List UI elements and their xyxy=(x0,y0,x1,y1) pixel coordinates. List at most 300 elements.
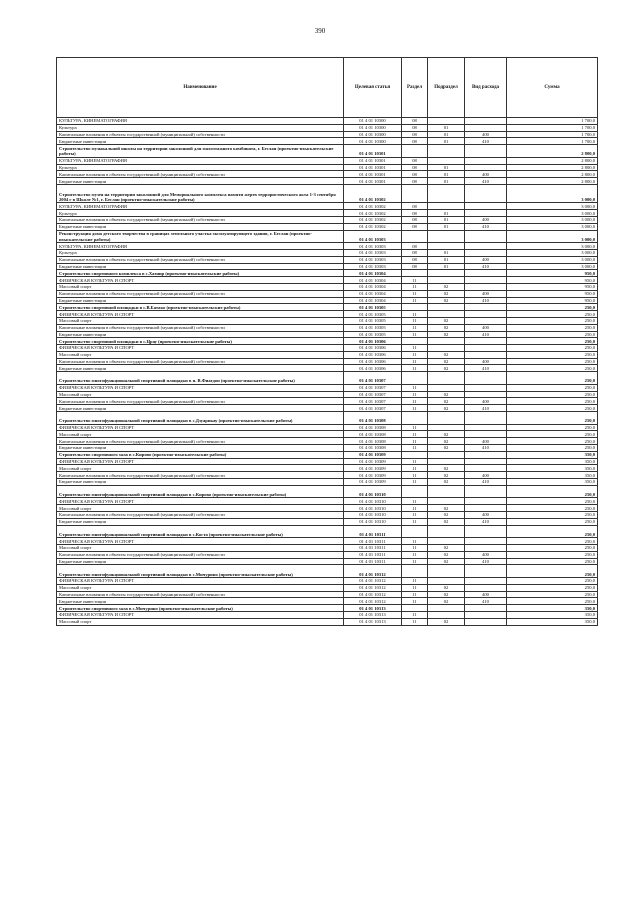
cell-expense-type: 400 xyxy=(465,324,507,331)
cell-amount: 250,0 xyxy=(507,445,598,452)
cell-section: 11 xyxy=(402,405,428,412)
cell-subsection xyxy=(428,345,465,352)
cell-amount: 950,0 xyxy=(507,277,598,284)
cell-expense-type xyxy=(465,351,507,358)
cell-expense-type xyxy=(465,485,507,498)
cell-section: 11 xyxy=(402,538,428,545)
cell-expense-type xyxy=(465,338,507,345)
cell-expense-type xyxy=(465,277,507,284)
table-row xyxy=(57,249,598,256)
cell-expense-type xyxy=(465,605,507,612)
cell-amount: 1 700,0 xyxy=(507,138,598,145)
cell-subsection xyxy=(428,451,465,458)
cell-expense-type xyxy=(465,230,507,243)
cell-section: 11 xyxy=(402,472,428,479)
cell-name: Строительство многофункциональной спортивной площадки в п. В.Фиагдон (проектно-изыскательские работы) xyxy=(57,372,344,385)
cell-subsection: 02 xyxy=(428,479,465,486)
cell-name: Массовый спорт xyxy=(57,618,344,625)
table-row xyxy=(57,324,598,331)
cell-name: КУЛЬТУРА, КИНЕМАТОГРАФИЯ xyxy=(57,243,344,250)
table-row xyxy=(57,157,598,164)
cell-expense-type: 400 xyxy=(465,398,507,405)
cell-amount: 3 000,0 xyxy=(507,223,598,230)
cell-amount: 3 000,0 xyxy=(507,184,598,202)
cell-subsection: 01 xyxy=(428,138,465,145)
cell-target-article: 01 4 01 10307 xyxy=(344,405,402,412)
cell-name: Строительство многофункциональной спортивной площадки в с.Коста (проектно-изыскательские работы) xyxy=(57,525,344,538)
cell-name: Реконструкция дома детского творчества в границах земельного участка эксплуатирующего здания, г. Беслан (проектно-изыскательские работы) xyxy=(57,230,344,243)
cell-subsection xyxy=(428,485,465,498)
cell-subsection: 02 xyxy=(428,598,465,605)
cell-section: 11 xyxy=(402,290,428,297)
cell-amount: 950,0 xyxy=(507,270,598,277)
table-row xyxy=(57,297,598,304)
table-row xyxy=(57,611,598,618)
cell-name: ФИЗИЧЕСКАЯ КУЛЬТУРА И СПОРТ xyxy=(57,277,344,284)
cell-name: ФИЗИЧЕСКАЯ КУЛЬТУРА И СПОРТ xyxy=(57,458,344,465)
cell-subsection: 02 xyxy=(428,358,465,365)
budget-table xyxy=(56,57,598,626)
cell-subsection: 02 xyxy=(428,398,465,405)
cell-name: Строительство спортивной площадки в с.Црау (проектно-изыскательские работы) xyxy=(57,338,344,345)
cell-subsection xyxy=(428,184,465,202)
cell-amount: 350,0 xyxy=(507,611,598,618)
cell-subsection: 02 xyxy=(428,551,465,558)
cell-section: 08 xyxy=(402,203,428,210)
table-row xyxy=(57,431,598,438)
cell-target-article: 01 4 01 10300 xyxy=(344,118,402,125)
cell-amount: 250,0 xyxy=(507,391,598,398)
cell-amount: 2 800,0 xyxy=(507,164,598,171)
cell-subsection: 02 xyxy=(428,472,465,479)
cell-expense-type xyxy=(465,317,507,324)
table-row xyxy=(57,351,598,358)
cell-target-article: 01 4 01 10304 xyxy=(344,297,402,304)
cell-expense-type: 410 xyxy=(465,365,507,372)
table-row xyxy=(57,479,598,486)
table-row xyxy=(57,223,598,230)
cell-name: Бюджетные инвестиции xyxy=(57,405,344,412)
cell-section: 11 xyxy=(402,584,428,591)
cell-section: 11 xyxy=(402,384,428,391)
cell-expense-type: 400 xyxy=(465,290,507,297)
cell-expense-type xyxy=(465,311,507,318)
table-row xyxy=(57,164,598,171)
cell-expense-type xyxy=(465,283,507,290)
cell-section: 11 xyxy=(402,398,428,405)
cell-target-article: 01 4 01 10300 xyxy=(344,138,402,145)
cell-section: 11 xyxy=(402,358,428,365)
cell-section: 11 xyxy=(402,297,428,304)
table-row xyxy=(57,598,598,605)
cell-subsection: 01 xyxy=(428,216,465,223)
cell-section: 11 xyxy=(402,465,428,472)
cell-expense-type xyxy=(465,577,507,584)
cell-amount: 950,0 xyxy=(507,283,598,290)
cell-target-article: 01 4 01 10302 xyxy=(344,184,402,202)
cell-expense-type xyxy=(465,424,507,431)
cell-subsection: 02 xyxy=(428,465,465,472)
cell-target-article: 01 4 01 10306 xyxy=(344,358,402,365)
cell-amount: 250,0 xyxy=(507,584,598,591)
cell-expense-type: 400 xyxy=(465,472,507,479)
table-row xyxy=(57,591,598,598)
table-row xyxy=(57,577,598,584)
cell-expense-type xyxy=(465,565,507,578)
cell-section: 08 xyxy=(402,263,428,270)
cell-target-article: 01 4 01 10303 xyxy=(344,263,402,270)
cell-subsection: 01 xyxy=(428,131,465,138)
cell-expense-type: 400 xyxy=(465,551,507,558)
cell-section xyxy=(402,270,428,277)
table-row xyxy=(57,358,598,365)
cell-section: 11 xyxy=(402,445,428,452)
cell-expense-type xyxy=(465,145,507,158)
cell-expense-type xyxy=(465,184,507,202)
cell-subsection xyxy=(428,424,465,431)
cell-subsection: 02 xyxy=(428,331,465,338)
cell-amount: 250,0 xyxy=(507,498,598,505)
cell-target-article: 01 4 01 10306 xyxy=(344,351,402,358)
cell-amount: 250,0 xyxy=(507,485,598,498)
table-row xyxy=(57,458,598,465)
cell-amount: 1 700,0 xyxy=(507,124,598,131)
cell-expense-type xyxy=(465,505,507,512)
cell-subsection xyxy=(428,384,465,391)
cell-name: Капитальные вложения в объекты государственной (муниципальной) собственности xyxy=(57,591,344,598)
cell-subsection: 02 xyxy=(428,365,465,372)
table-row xyxy=(57,210,598,217)
cell-target-article: 01 4 01 10302 xyxy=(344,216,402,223)
cell-section: 11 xyxy=(402,324,428,331)
cell-section: 11 xyxy=(402,512,428,519)
cell-subsection xyxy=(428,157,465,164)
cell-target-article: 01 4 01 10311 xyxy=(344,538,402,545)
cell-amount: 350,0 xyxy=(507,605,598,612)
cell-target-article: 01 4 01 10310 xyxy=(344,505,402,512)
header-section: Раздел xyxy=(402,58,428,118)
cell-expense-type xyxy=(465,118,507,125)
cell-subsection: 01 xyxy=(428,164,465,171)
cell-subsection xyxy=(428,525,465,538)
table-row xyxy=(57,131,598,138)
cell-name: Бюджетные инвестиции xyxy=(57,598,344,605)
table-row xyxy=(57,505,598,512)
cell-section xyxy=(402,485,428,498)
cell-name: Строительство музея на территории заколонной для Мемориального комплекса памяти жертв террористического акта 1-3 сентября 2004 г в Школе №1, г. Беслан (проектно-изыскательские работы) xyxy=(57,184,344,202)
cell-expense-type xyxy=(465,545,507,552)
cell-target-article: 01 4 01 10302 xyxy=(344,203,402,210)
cell-target-article: 01 4 01 10301 xyxy=(344,164,402,171)
table-row xyxy=(57,485,598,498)
cell-name: Бюджетные инвестиции xyxy=(57,223,344,230)
cell-section: 11 xyxy=(402,311,428,318)
cell-target-article: 01 4 01 10311 xyxy=(344,551,402,558)
cell-amount: 2 800,0 xyxy=(507,157,598,164)
cell-subsection: 02 xyxy=(428,431,465,438)
cell-subsection xyxy=(428,372,465,385)
cell-subsection: 02 xyxy=(428,438,465,445)
cell-name: ФИЗИЧЕСКАЯ КУЛЬТУРА И СПОРТ xyxy=(57,384,344,391)
table-row xyxy=(57,384,598,391)
cell-amount: 3 000,0 xyxy=(507,243,598,250)
cell-section: 08 xyxy=(402,171,428,178)
cell-target-article: 01 4 01 10310 xyxy=(344,512,402,519)
cell-target-article: 01 4 01 10306 xyxy=(344,338,402,345)
table-row xyxy=(57,424,598,431)
cell-subsection: 02 xyxy=(428,290,465,297)
header-subsection: Подраздел xyxy=(428,58,465,118)
cell-subsection: 01 xyxy=(428,178,465,185)
cell-name: Бюджетные инвестиции xyxy=(57,365,344,372)
cell-expense-type: 410 xyxy=(465,263,507,270)
cell-expense-type xyxy=(465,498,507,505)
cell-amount: 350,0 xyxy=(507,458,598,465)
cell-name: Массовый спорт xyxy=(57,465,344,472)
header-target-article: Целевая статья xyxy=(344,58,402,118)
cell-name: Бюджетные инвестиции xyxy=(57,297,344,304)
cell-amount: 250,0 xyxy=(507,324,598,331)
cell-expense-type: 400 xyxy=(465,256,507,263)
table-row xyxy=(57,605,598,612)
cell-amount: 3 000,0 xyxy=(507,230,598,243)
cell-expense-type: 410 xyxy=(465,178,507,185)
cell-name: Строительство многофункциональной спортивной площадки в с.Кирово (проектно-изыскательские работы) xyxy=(57,485,344,498)
cell-target-article: 01 4 01 10311 xyxy=(344,525,402,538)
cell-section: 11 xyxy=(402,365,428,372)
table-row xyxy=(57,584,598,591)
cell-name: Массовый спорт xyxy=(57,584,344,591)
cell-target-article: 01 4 01 10304 xyxy=(344,270,402,277)
cell-name: Капитальные вложения в объекты государственной (муниципальной) собственности xyxy=(57,472,344,479)
cell-section: 11 xyxy=(402,438,428,445)
cell-target-article: 01 4 01 10309 xyxy=(344,472,402,479)
cell-name: Массовый спорт xyxy=(57,431,344,438)
cell-amount: 250,0 xyxy=(507,311,598,318)
cell-amount: 1 700,0 xyxy=(507,131,598,138)
table-row xyxy=(57,618,598,625)
cell-amount: 950,0 xyxy=(507,290,598,297)
cell-subsection: 02 xyxy=(428,351,465,358)
cell-subsection xyxy=(428,270,465,277)
cell-expense-type: 410 xyxy=(465,405,507,412)
cell-name: Бюджетные инвестиции xyxy=(57,263,344,270)
cell-amount: 3 000,0 xyxy=(507,203,598,210)
cell-expense-type xyxy=(465,611,507,618)
cell-amount: 350,0 xyxy=(507,479,598,486)
cell-name: Строительство спортивного зала в с.Кирово (проектно-изыскательские работы) xyxy=(57,451,344,458)
cell-section: 08 xyxy=(402,210,428,217)
cell-target-article: 01 4 01 10303 xyxy=(344,249,402,256)
cell-amount: 250,0 xyxy=(507,518,598,525)
cell-section xyxy=(402,412,428,425)
cell-subsection: 02 xyxy=(428,297,465,304)
table-row xyxy=(57,372,598,385)
table-row xyxy=(57,465,598,472)
cell-amount: 250,0 xyxy=(507,384,598,391)
cell-section: 11 xyxy=(402,479,428,486)
cell-name: Культура xyxy=(57,249,344,256)
cell-amount: 250,0 xyxy=(507,405,598,412)
table-row xyxy=(57,445,598,452)
cell-section: 11 xyxy=(402,498,428,505)
cell-name: Строительство спортивной площадки в с.В.Батако (проектно-изыскательские работы) xyxy=(57,304,344,311)
cell-section: 08 xyxy=(402,216,428,223)
cell-expense-type xyxy=(465,465,507,472)
cell-expense-type: 400 xyxy=(465,591,507,598)
cell-expense-type xyxy=(465,584,507,591)
cell-amount: 250,0 xyxy=(507,424,598,431)
table-row xyxy=(57,290,598,297)
table-row xyxy=(57,317,598,324)
cell-subsection xyxy=(428,498,465,505)
cell-target-article: 01 4 01 10301 xyxy=(344,145,402,158)
cell-section: 11 xyxy=(402,551,428,558)
cell-section: 11 xyxy=(402,345,428,352)
cell-section: 08 xyxy=(402,131,428,138)
cell-subsection: 02 xyxy=(428,512,465,519)
cell-amount: 250,0 xyxy=(507,538,598,545)
cell-section: 11 xyxy=(402,283,428,290)
cell-expense-type xyxy=(465,372,507,385)
cell-section xyxy=(402,451,428,458)
cell-target-article: 01 4 01 10310 xyxy=(344,518,402,525)
cell-subsection: 01 xyxy=(428,124,465,131)
table-row xyxy=(57,230,598,243)
cell-target-article: 01 4 01 10307 xyxy=(344,398,402,405)
cell-amount: 1 700,0 xyxy=(507,118,598,125)
cell-expense-type: 410 xyxy=(465,223,507,230)
cell-name: Строительство многофункциональной спортивной площадки в с.Мичурино (проектно-изыскательские работы) xyxy=(57,565,344,578)
table-row xyxy=(57,525,598,538)
cell-amount: 250,0 xyxy=(507,577,598,584)
cell-amount: 250,0 xyxy=(507,331,598,338)
cell-amount: 250,0 xyxy=(507,505,598,512)
cell-subsection: 02 xyxy=(428,584,465,591)
cell-name: ФИЗИЧЕСКАЯ КУЛЬТУРА И СПОРТ xyxy=(57,498,344,505)
cell-target-article: 01 4 01 10313 xyxy=(344,605,402,612)
cell-expense-type xyxy=(465,164,507,171)
cell-target-article: 01 4 01 10304 xyxy=(344,290,402,297)
cell-target-article: 01 4 01 10305 xyxy=(344,331,402,338)
cell-section: 11 xyxy=(402,351,428,358)
cell-target-article: 01 4 01 10312 xyxy=(344,584,402,591)
cell-target-article: 01 4 01 10309 xyxy=(344,479,402,486)
cell-section: 08 xyxy=(402,124,428,131)
cell-section xyxy=(402,338,428,345)
cell-amount: 250,0 xyxy=(507,372,598,385)
cell-name: Культура xyxy=(57,210,344,217)
cell-name: Бюджетные инвестиции xyxy=(57,445,344,452)
cell-subsection: 02 xyxy=(428,591,465,598)
cell-amount: 250,0 xyxy=(507,431,598,438)
cell-target-article: 01 4 01 10308 xyxy=(344,431,402,438)
cell-target-article: 01 4 01 10312 xyxy=(344,591,402,598)
cell-section: 11 xyxy=(402,317,428,324)
cell-section: 11 xyxy=(402,424,428,431)
table-row xyxy=(57,311,598,318)
cell-target-article: 01 4 01 10304 xyxy=(344,283,402,290)
cell-amount: 350,0 xyxy=(507,618,598,625)
table-row xyxy=(57,124,598,131)
table-row xyxy=(57,203,598,210)
cell-expense-type xyxy=(465,124,507,131)
table-row xyxy=(57,338,598,345)
table-row xyxy=(57,216,598,223)
cell-name: Капитальные вложения в объекты государственной (муниципальной) собственности xyxy=(57,171,344,178)
cell-name: Капитальные вложения в объекты государственной (муниципальной) собственности xyxy=(57,290,344,297)
cell-section xyxy=(402,565,428,578)
cell-subsection xyxy=(428,145,465,158)
cell-amount: 350,0 xyxy=(507,472,598,479)
cell-target-article: 01 4 01 10308 xyxy=(344,412,402,425)
cell-name: КУЛЬТУРА, КИНЕМАТОГРАФИЯ xyxy=(57,157,344,164)
cell-expense-type xyxy=(465,525,507,538)
cell-amount: 950,0 xyxy=(507,297,598,304)
header-amount: Сумма xyxy=(507,58,598,118)
cell-subsection: 01 xyxy=(428,171,465,178)
cell-expense-type xyxy=(465,304,507,311)
cell-expense-type: 410 xyxy=(465,331,507,338)
table-row xyxy=(57,558,598,565)
cell-expense-type xyxy=(465,458,507,465)
cell-subsection xyxy=(428,277,465,284)
cell-target-article: 01 4 01 10311 xyxy=(344,545,402,552)
cell-expense-type: 410 xyxy=(465,598,507,605)
cell-expense-type xyxy=(465,412,507,425)
cell-section xyxy=(402,230,428,243)
table-row xyxy=(57,256,598,263)
cell-expense-type xyxy=(465,210,507,217)
table-row xyxy=(57,438,598,445)
table-row xyxy=(57,545,598,552)
cell-expense-type xyxy=(465,203,507,210)
cell-name: Капитальные вложения в объекты государственной (муниципальной) собственности xyxy=(57,358,344,365)
cell-target-article: 01 4 01 10310 xyxy=(344,498,402,505)
cell-name: Бюджетные инвестиции xyxy=(57,518,344,525)
header-name: Наименование xyxy=(57,58,344,118)
table-row xyxy=(57,518,598,525)
cell-subsection xyxy=(428,577,465,584)
cell-target-article: 01 4 01 10307 xyxy=(344,372,402,385)
cell-amount: 2 800,0 xyxy=(507,171,598,178)
cell-target-article: 01 4 01 10307 xyxy=(344,391,402,398)
cell-amount: 250,0 xyxy=(507,558,598,565)
cell-amount: 250,0 xyxy=(507,545,598,552)
cell-amount: 3 000,0 xyxy=(507,216,598,223)
cell-subsection: 02 xyxy=(428,545,465,552)
table-row xyxy=(57,270,598,277)
cell-section xyxy=(402,304,428,311)
cell-section: 11 xyxy=(402,611,428,618)
cell-target-article: 01 4 01 10306 xyxy=(344,345,402,352)
cell-expense-type: 400 xyxy=(465,512,507,519)
table-row xyxy=(57,243,598,250)
cell-name: Капитальные вложения в объекты государственной (муниципальной) собственности xyxy=(57,512,344,519)
cell-name: Строительство спортивного зала в с.Мичурино (проектно-изыскательские работы) xyxy=(57,605,344,612)
cell-subsection: 02 xyxy=(428,283,465,290)
cell-amount: 250,0 xyxy=(507,358,598,365)
table-row xyxy=(57,178,598,185)
cell-target-article: 01 4 01 10312 xyxy=(344,565,402,578)
cell-name: Массовый спорт xyxy=(57,317,344,324)
table-row xyxy=(57,145,598,158)
cell-name: КУЛЬТУРА, КИНЕМАТОГРАФИЯ xyxy=(57,203,344,210)
cell-target-article: 01 4 01 10309 xyxy=(344,451,402,458)
cell-section: 11 xyxy=(402,577,428,584)
cell-target-article: 01 4 01 10312 xyxy=(344,598,402,605)
table-row xyxy=(57,277,598,284)
